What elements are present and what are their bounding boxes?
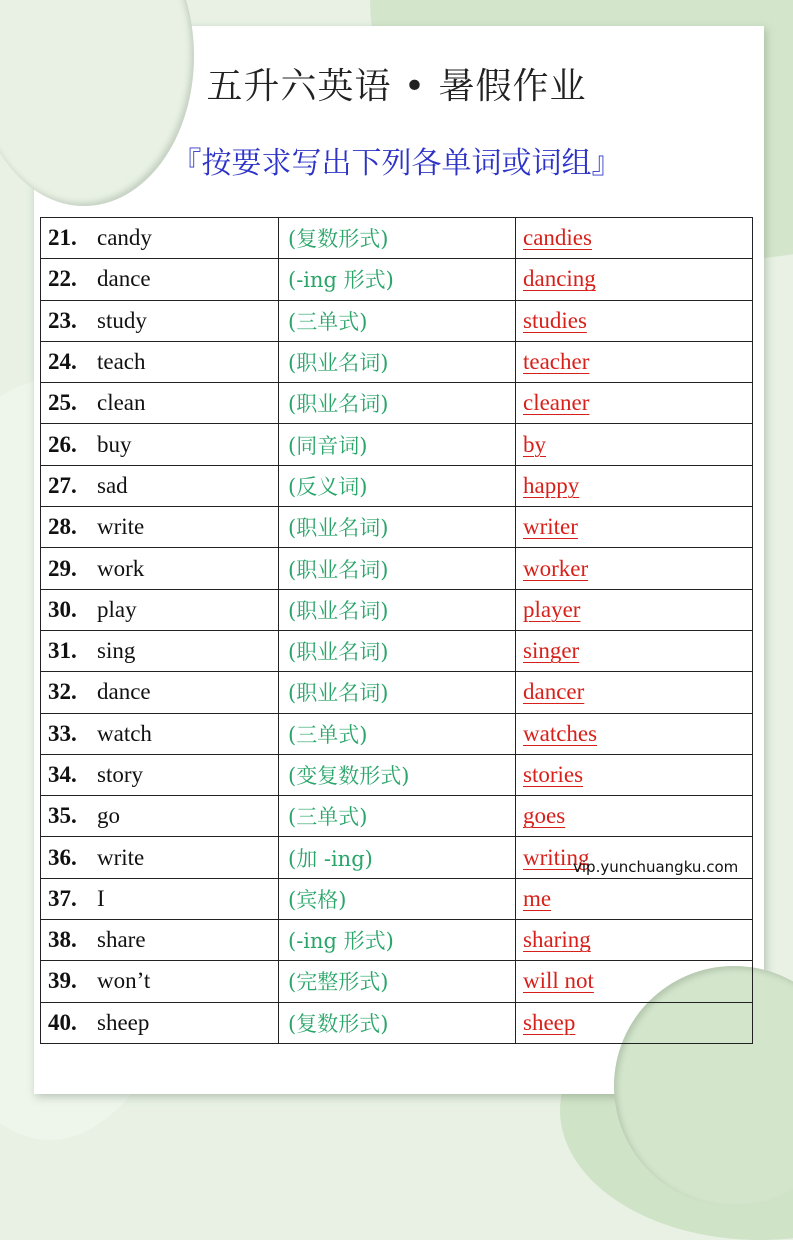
hint-cell: (宾格) [279,878,516,919]
answer-cell [516,259,753,300]
item-number: 36. [48,844,77,870]
hint-cell: (职业名词) [279,383,516,424]
source-word: story [97,762,143,787]
word-cell [41,548,279,589]
item-number: 33. [48,720,77,746]
word-table [40,217,753,1044]
table-row [41,796,753,837]
hint-cell: (-ing 形式) [279,259,516,300]
source-word: I [97,885,105,911]
item-number: 23. [48,307,77,333]
source-word: write [97,514,145,540]
source-word: play [97,596,137,622]
hint-cell: (职业名词) [279,507,516,548]
table-row [41,341,753,382]
item-number: 22. [48,266,77,292]
word-cell [41,424,279,465]
answer-text: me [523,885,552,911]
answer-cell [516,878,753,919]
table-row [41,424,753,465]
answer-text: studies [523,307,587,333]
hint-cell: (变复数形式) [279,754,516,795]
item-number: 29. [48,555,77,581]
hint-cell: (同音词) [279,424,516,465]
item-number: 32. [48,679,77,705]
answer-text: stories [523,762,584,787]
item-number: 21. [48,225,77,251]
answer-cell [516,630,753,671]
answer-text: goes [523,803,566,829]
item-number: 35. [48,803,77,829]
answer-text: by [523,431,546,457]
answer-cell [516,507,753,548]
answer-cell [516,341,753,382]
word-cell [41,920,279,961]
answer-cell [516,1002,753,1043]
table-row [41,300,753,341]
answer-cell [516,218,753,259]
hint-cell: (三单式) [279,796,516,837]
hint-cell: (完整形式) [279,961,516,1002]
hint-cell: (职业名词) [279,589,516,630]
answer-text: candies [523,225,592,251]
answer-cell [516,424,753,465]
table-row [41,754,753,795]
hint-cell: (反义词) [279,465,516,506]
word-cell [41,754,279,795]
item-number: 26. [48,431,77,457]
answer-text: worker [523,555,589,581]
table-row [41,507,753,548]
answer-cell [516,920,753,961]
table-row [41,465,753,506]
answer-cell [516,672,753,713]
answer-text: player [523,596,581,622]
item-number: 27. [48,472,77,498]
table-row [41,218,753,259]
word-cell [41,713,279,754]
answer-cell [516,961,753,1002]
answer-text: will not [523,968,594,994]
source-word: work [97,555,145,581]
source-word: watch [97,720,152,746]
table-row [41,630,753,671]
word-cell [41,341,279,382]
source-word: sheep [97,1009,150,1035]
table-row [41,548,753,589]
table-row [41,713,753,754]
answer-text: sheep [523,1009,576,1035]
item-number: 40. [48,1009,77,1035]
answer-text: dancing [523,266,596,292]
source-word: clean [97,390,146,416]
hint-cell: (职业名词) [279,548,516,589]
source-word: go [97,803,120,829]
word-cell [41,589,279,630]
source-word: candy [97,225,152,251]
source-word: share [97,927,146,953]
item-number: 37. [48,885,77,911]
word-cell [41,259,279,300]
item-number: 31. [48,638,77,664]
answer-text: sharing [523,927,591,953]
item-number: 39. [48,968,77,994]
source-word: sing [97,638,136,664]
hint-cell: (职业名词) [279,672,516,713]
table-row [41,383,753,424]
hint-cell: (复数形式) [279,1002,516,1043]
table-row [41,259,753,300]
hint-cell: (复数形式) [279,218,516,259]
source-word: dance [97,679,151,705]
answer-cell [516,713,753,754]
word-cell [41,796,279,837]
item-number: 24. [48,349,77,375]
source-word: study [97,307,147,333]
word-cell [41,300,279,341]
table-row [41,878,753,919]
source-word: dance [97,266,151,292]
answer-text: writing [523,844,590,870]
source-word: buy [97,431,132,457]
answer-text: writer [523,514,578,540]
word-cell [41,465,279,506]
word-cell [41,630,279,671]
table-row [41,672,753,713]
answer-text: singer [523,638,580,664]
item-number: 38. [48,927,77,953]
item-number: 25. [48,390,77,416]
word-cell [41,218,279,259]
answer-cell [516,383,753,424]
answer-cell [516,754,753,795]
source-word: teach [97,349,146,375]
hint-cell: (职业名词) [279,341,516,382]
source-word: write [97,844,145,870]
answer-text: dancer [523,679,585,705]
hint-cell: (职业名词) [279,630,516,671]
item-number: 34. [48,762,77,787]
answer-text: watches [523,720,598,746]
source-word: sad [97,472,128,498]
word-cell [41,672,279,713]
answer-cell [516,465,753,506]
table-row [41,961,753,1002]
table-row [41,920,753,961]
hint-cell: (三单式) [279,300,516,341]
answer-cell [516,548,753,589]
answer-text: teacher [523,349,590,375]
table-row [41,1002,753,1043]
answer-cell [516,796,753,837]
word-cell [41,1002,279,1043]
hint-cell: (加 -ing) [279,837,516,878]
answer-text: happy [523,472,580,498]
word-cell [41,961,279,1002]
hint-cell: (三单式) [279,713,516,754]
answer-cell [516,300,753,341]
item-number: 30. [48,596,77,622]
watermark: vip.yunchuangku.com [573,858,739,876]
word-cell [41,507,279,548]
answer-text: cleaner [523,390,590,416]
word-cell [41,383,279,424]
item-number: 28. [48,514,77,540]
word-cell [41,837,279,878]
word-cell [41,878,279,919]
table-row [41,589,753,630]
source-word: won’t [97,968,151,994]
answer-cell [516,589,753,630]
page-title: 五升六英语 • 暑假作业 [206,66,587,107]
hint-cell: (-ing 形式) [279,920,516,961]
page-subtitle: 『按要求写出下列各单词或词组』 [171,146,622,181]
